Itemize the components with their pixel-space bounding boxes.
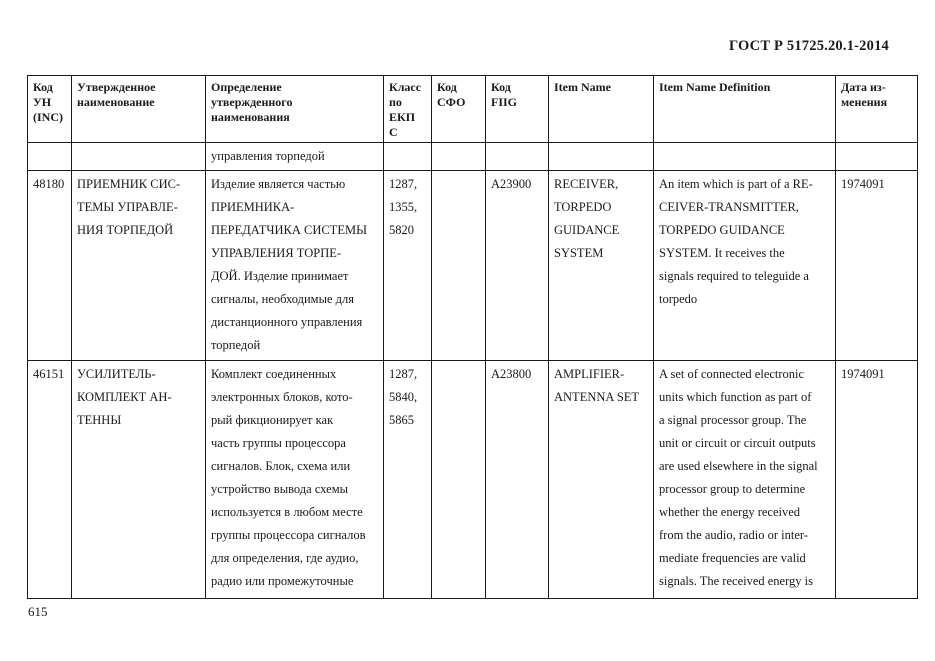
table-header-row <box>28 76 918 143</box>
cell-inc: 46151 <box>28 361 72 599</box>
cell-definition: Комплект соединенных электронных блоков, кото- рый фикционирует как часть группы процессора сигналов. Блок, схема или устройство вывода схемы используется в любом месте группы процессора сигналов для определения, где аудио, радио или промежуточные <box>206 361 384 599</box>
header-ekps-class: Класс по ЕКП С <box>384 76 432 143</box>
cell-inc: 48180 <box>28 171 72 361</box>
table-row-continuation <box>28 143 918 171</box>
page-number: 615 <box>28 604 48 619</box>
table-cell <box>72 143 206 171</box>
cell-item-name-definition: An item which is part of a RE- CEIVER-TRANSMITTER, TORPEDO GUIDANCE SYSTEM. It receives the signals required to teleguide a torpedo <box>654 171 836 361</box>
header-inc: Код УН (INC) <box>28 76 72 143</box>
table-cell <box>836 143 918 171</box>
cell-definition: Изделие является частью ПРИЕМНИКА- ПЕРЕДАТЧИКА СИСТЕМЫ УПРАВЛЕНИЯ ТОРПЕ- ДОЙ. Изделие принимает сигналы, необходимые для дистанционного управления торпедой <box>206 171 384 361</box>
table-cell <box>486 143 549 171</box>
table-cell <box>384 143 432 171</box>
cell-change-date: 1974091 <box>836 361 918 599</box>
cell-sfo-code <box>432 171 486 361</box>
cell-item-name: AMPLIFIER- ANTENNA SET <box>549 361 654 599</box>
cell-item-name-definition: A set of connected electronic units which function as part of a signal processor group. The unit or circuit or circuit outputs are used elsewhere in the signal processor group to determine whether the energy received from the audio, radio or inter- mediate frequencies are valid signals. The received energy is <box>654 361 836 599</box>
cell-fiig-code: A23900 <box>486 171 549 361</box>
cell-sfo-code <box>432 361 486 599</box>
header-item-name-definition: Item Name Definition <box>654 76 836 143</box>
header-change-date: Дата из- менения <box>836 76 918 143</box>
table-cell <box>432 143 486 171</box>
table-cell <box>549 143 654 171</box>
cell-approved-name: УСИЛИТЕЛЬ- КОМПЛЕКТ АН- ТЕННЫ <box>72 361 206 599</box>
cell-change-date: 1974091 <box>836 171 918 361</box>
table-cell: управления торпедой <box>206 143 384 171</box>
table-cell <box>654 143 836 171</box>
document-code: ГОСТ Р 51725.20.1-2014 <box>728 38 889 54</box>
header-item-name: Item Name <box>549 76 654 143</box>
header-definition: Определение утвержденного наименования <box>206 76 384 143</box>
classifier-table <box>27 75 918 599</box>
cell-item-name: RECEIVER, TORPEDO GUIDANCE SYSTEM <box>549 171 654 361</box>
table-cell <box>28 143 72 171</box>
cell-ekps-class: 1287, 5840, 5865 <box>384 361 432 599</box>
header-sfo-code: Код СФО <box>432 76 486 143</box>
table-row <box>28 171 918 361</box>
cell-ekps-class: 1287, 1355, 5820 <box>384 171 432 361</box>
header-approved-name: Утвержденное наименование <box>72 76 206 143</box>
cell-approved-name: ПРИЕМНИК СИС- ТЕМЫ УПРАВЛЕ- НИЯ ТОРПЕДОЙ <box>72 171 206 361</box>
header-fiig-code: Код FIIG <box>486 76 549 143</box>
cell-fiig-code: A23800 <box>486 361 549 599</box>
table-row <box>28 361 918 599</box>
